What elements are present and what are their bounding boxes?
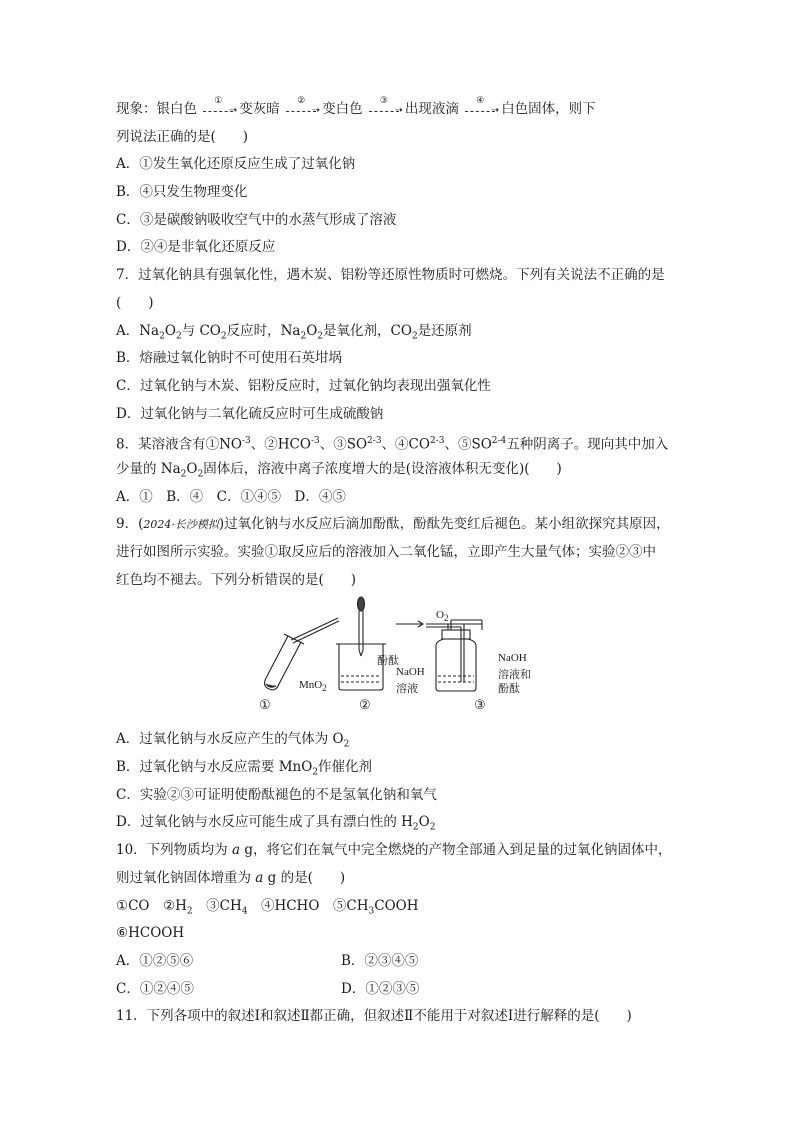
q10-options-row1 xyxy=(116,948,676,976)
arrow-3: ③ ➝ xyxy=(369,103,403,117)
q7-stem-bracket: ( ) xyxy=(116,294,154,311)
q11-stem: 11．下列各项中的叙述Ⅰ和叙述Ⅱ都正确，但叙述Ⅱ不能用于对叙述Ⅰ进行解释的是( ) xyxy=(116,1008,632,1025)
q8-options: A．① B．④ C．①④⑤ D．④⑤ xyxy=(116,488,346,505)
q9-option-c: C．实验②③可证明使酚酞褪色的不是氢氧化钠和氧气 xyxy=(116,786,437,803)
q6-option-d: D．②④是非氧化还原反应 xyxy=(116,239,276,256)
q9-option-a: A．过氧化钠与水反应产生的气体为 $O_2$ xyxy=(116,731,350,751)
q9-option-b: B．过氧化钠与水反应需要 MnO$_2$作催化剂 xyxy=(116,759,373,778)
naoh-label-2c: 酚酞 xyxy=(498,683,520,696)
experiment-figure xyxy=(116,594,676,726)
q10-stem-2: 则过氧化钠固体增重为 a g 的是( ) xyxy=(116,869,346,886)
q6-option-c: C．③是碳酸钠吸收空气中的水蒸气形成了溶液 xyxy=(116,211,397,228)
q9-source: 2024·长沙模拟 xyxy=(143,518,219,532)
naoh-label-1: NaOH xyxy=(396,666,425,679)
q7-option-c: C．过氧化钠与木炭、铝粉反应时，过氧化钠均表现出强氧化性 xyxy=(116,377,491,394)
q10-options-row2 xyxy=(116,976,676,1004)
q6-state-1: 变灰暗 xyxy=(239,101,280,117)
q6-prefix: 现象：银白色 xyxy=(116,101,197,117)
q10-items: ①CO $②H_2$ $③CH_4$ ④HCHO $⑤CH_3COOH$ xyxy=(116,897,419,917)
arrow-1: ① ➝ xyxy=(203,103,237,117)
q7-option-a: A．$Na_2O_2$与 $CO_2$反应时，$Na_2O_2$是氧化剂，$CO_2$是还原剂 xyxy=(116,322,472,342)
q9-stem: 9．(2024·长沙模拟)过氧化钠与水反应后滴加酚酞，酚酞先变红后褪色。某小组欲探究其原因， xyxy=(116,516,670,533)
naoh-label-2: NaOH xyxy=(498,652,527,665)
arrow-4: ④ ➝ xyxy=(465,103,499,117)
q7-option-d: D．过氧化钠与二氧化硫反应时可生成硫酸钠 xyxy=(116,405,384,422)
q10-option-b: B．②③④⑤ xyxy=(341,952,419,969)
naoh-label-2b: 溶液和 xyxy=(498,669,531,682)
q9-stem-2: 进行如图所示实验。实验①取反应后的溶液加入二氧化锰，立即产生大量气体；实验②③中 xyxy=(116,544,656,560)
q8-stem-2: 少量的 $Na_2O_2$固体后，溶液中离子浓度增大的是(设溶液体积无变化)( ) xyxy=(116,460,562,480)
q7-stem: 7．过氧化钠具有强氧化性，遇木炭、铝粉等还原性物质时可燃烧。下列有关说法不正确的是 xyxy=(116,267,665,284)
mno2-label: MnO$_2$ xyxy=(299,679,327,694)
o2-label: $O_2$ xyxy=(436,609,449,624)
q10-option-c: C．①②④⑤ xyxy=(116,980,194,997)
q10-option-d: D．①②③⑤ xyxy=(341,980,420,997)
q6-state-2: 变白色 xyxy=(322,101,363,117)
q10-items-2: ⑥HCOOH xyxy=(116,925,185,942)
q6-state-3: 出现液滴 xyxy=(404,101,459,117)
q10-stem: 10．下列物质均为 a g，将它们在氧气中完全燃烧的产物全部通入到足量的过氧化钠固体中， xyxy=(116,842,672,859)
q6-option-b: B．④只发生物理变化 xyxy=(116,184,248,201)
q9-option-d: D．过氧化钠与水反应可能生成了具有漂白性的 $H_2O_2$ xyxy=(116,814,436,834)
q6-state-4: 白色固体，则下 xyxy=(501,101,596,117)
question-page xyxy=(116,96,676,1031)
q10-option-a: A．①②⑤⑥ xyxy=(116,952,194,969)
figure-number-2: ② xyxy=(359,698,371,714)
arrow-2: ② ➝ xyxy=(286,103,320,117)
naoh-label-1b: 溶液 xyxy=(396,683,418,696)
q8-stem: 8．某溶液含有$①NO^{-3}$、$②HCO^{-3}$、③SO$^{2-3}$、④CO$^{2-3}$、⑤SO$^{2-4}$五种阴离子。现向其中加入 xyxy=(116,436,669,453)
q7-option-b: B．熔融过氧化钠时不可使用石英坩埚 xyxy=(116,350,342,367)
q6-line1 xyxy=(116,96,676,124)
q6-option-a: A．①发生氧化还原反应生成了过氧化钠 xyxy=(116,156,356,173)
q9-stem-3: 红色均不褪去。下列分析错误的是( ) xyxy=(116,571,357,588)
q6-line2: 列说法正确的是( ) xyxy=(116,128,249,145)
figure-number-1: ① xyxy=(259,698,271,714)
phenolphthalein-label: 酚酞 xyxy=(377,655,399,668)
figure-number-3: ③ xyxy=(474,698,486,714)
